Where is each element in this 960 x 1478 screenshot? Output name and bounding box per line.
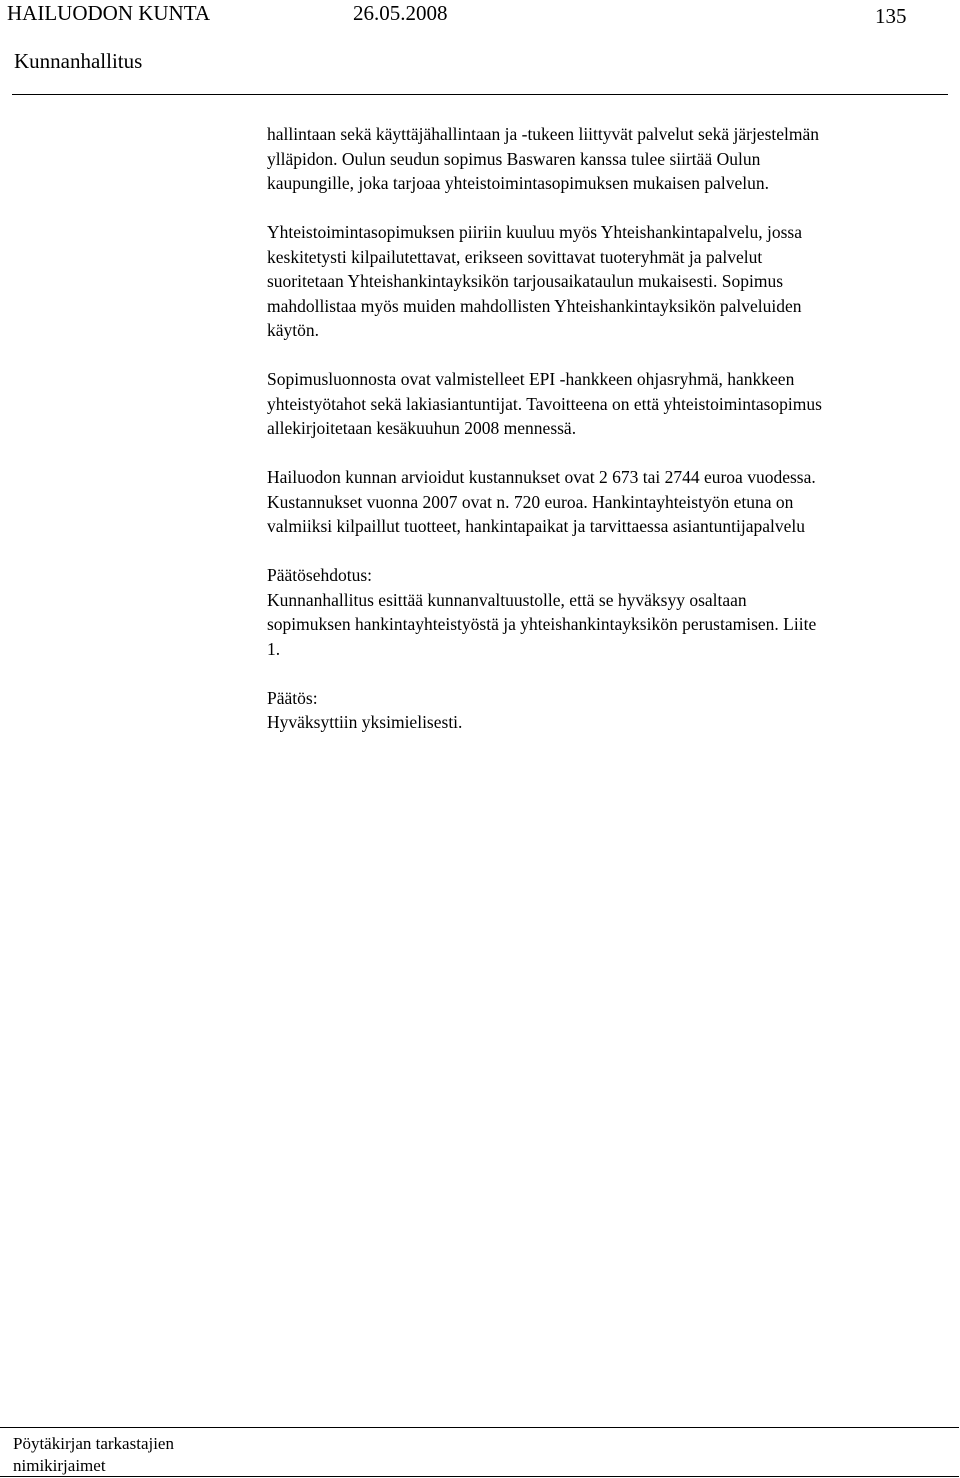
paragraph-4 [267, 465, 957, 539]
organization-name: HAILUODON KUNTA [7, 1, 211, 25]
text-line: yhteistyötahot sekä lakiasiantuntijat. Tavoitteena on että yhteistoimintasopimus [267, 393, 822, 414]
text-line: käytön. [267, 320, 320, 340]
footer-label-line1: Pöytäkirjan tarkastajien [13, 1434, 174, 1453]
text-line: sopimuksen hankintayhteistyöstä ja yhteishankintayksikön perustamisen. Liite [267, 614, 817, 634]
footer-label-line2: nimikirjaimet [13, 1456, 106, 1475]
text-line: Hailuodon kunnan arvioidut kustannukset ovat 2 673 tai 2744 euroa vuodessa. [267, 467, 816, 487]
document-body [267, 122, 957, 735]
page-number: 135 [875, 4, 907, 28]
text-line: valmiiksi kilpaillut tuotteet, hankintapaikat ja tarvittaessa asiantuntijapalvelu [267, 516, 805, 536]
text-line: Kunnanhallitus esittää kunnanvaltuustolle, että se hyväksyy osaltaan [267, 589, 747, 610]
text-line: Kustannukset vuonna 2007 ovat n. 720 euroa. Hankintayhteistyön etuna on [267, 491, 794, 512]
proposal-label: Päätösehdotus: [267, 565, 372, 585]
meeting-date: 26.05.2008 [353, 1, 448, 25]
text-line: suoritetaan Yhteishankintayksikön tarjousaikataulun mukaisesti. Sopimus [267, 271, 784, 291]
text-line: hallintaan sekä käyttäjähallintaan ja -tukeen liittyvät palvelut sekä järjestelmän [267, 124, 820, 144]
text-line: allekirjoitetaan kesäkuuhun 2008 mennessä. [267, 418, 577, 438]
decision-text: Hyväksyttiin yksimielisesti. [267, 712, 463, 732]
text-line: mahdollistaa myös muiden mahdollisten Yhteishankintayksikön palveluiden [267, 295, 802, 316]
paragraph-2 [267, 220, 957, 343]
header-divider [12, 94, 948, 95]
text-line: kaupungille, joka tarjoaa yhteistoimintasopimuksen mukaisen palvelun. [267, 173, 770, 193]
paragraph-3 [267, 367, 957, 441]
decision-section [267, 686, 957, 735]
text-line: Yhteistoimintasopimuksen piiriin kuuluu myös Yhteishankintapalvelu, jossa [267, 222, 802, 242]
text-line: 1. [267, 638, 281, 659]
text-line: Sopimusluonnosta ovat valmistelleet EPI -hankkeen ohjasryhmä, hankkeen [267, 369, 795, 389]
text-line: ylläpidon. Oulun seudun sopimus Baswaren kanssa tulee siirtää Oulun [267, 148, 761, 169]
paragraph-1 [267, 122, 957, 196]
proposal-section [267, 563, 957, 661]
text-line: keskitetysti kilpailutettavat, erikseen sovittavat tuoteryhmät ja palvelut [267, 246, 763, 267]
governing-body: Kunnanhallitus [14, 49, 143, 73]
decision-label: Päätös: [267, 687, 318, 708]
